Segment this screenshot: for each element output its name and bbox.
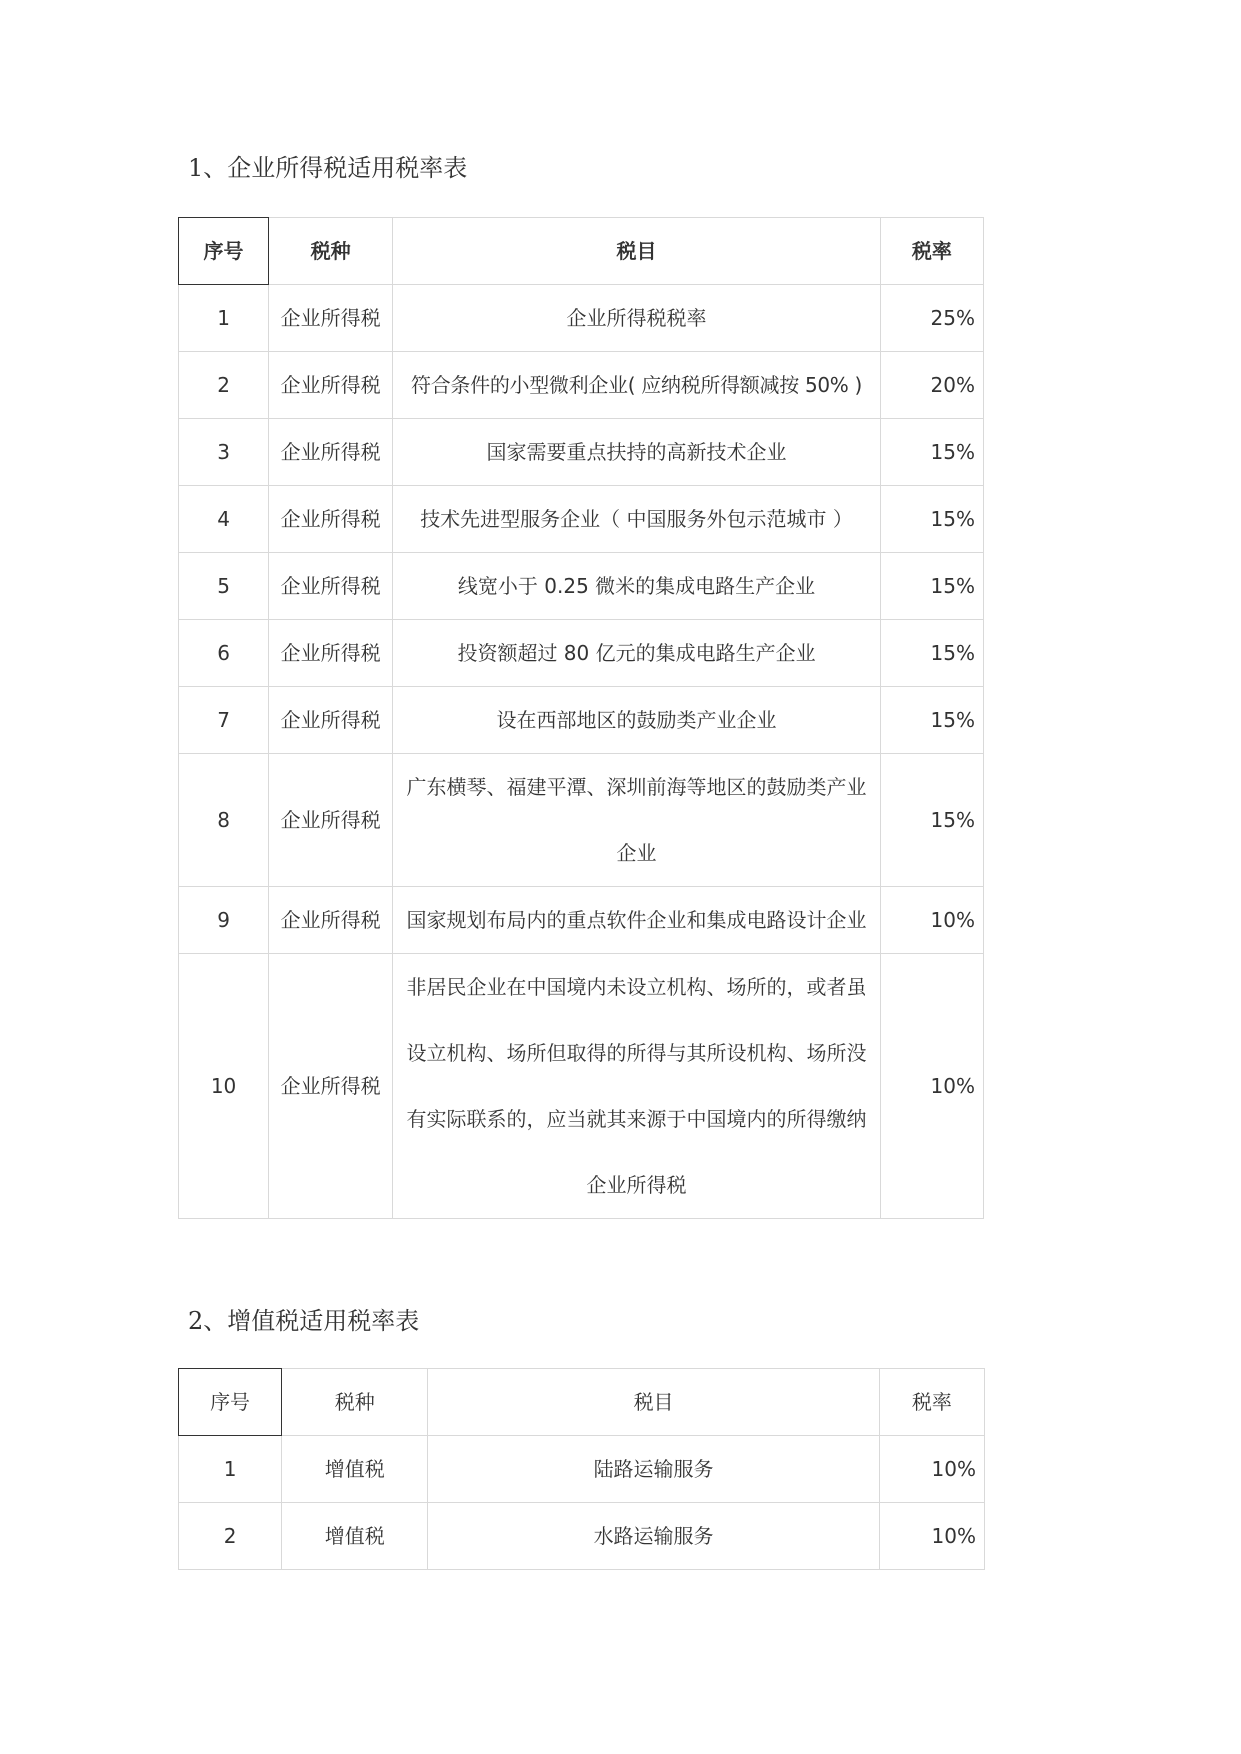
table-row: [179, 486, 984, 553]
header-type: 税种: [269, 218, 393, 285]
row-item: 设在西部地区的鼓励类产业企业: [393, 687, 881, 754]
section2-title: 2、增值税适用税率表: [188, 1307, 420, 1335]
row-type: 企业所得税: [269, 754, 393, 887]
header-rate: 税率: [879, 1369, 984, 1436]
row-rate: 10%: [880, 887, 983, 954]
row-type: 企业所得税: [269, 285, 393, 352]
header-no: 序号: [179, 218, 269, 285]
row-rate: 10%: [880, 954, 983, 1219]
row-type: 增值税: [282, 1503, 428, 1570]
table-row: [179, 1503, 985, 1570]
row-rate: 10%: [879, 1503, 984, 1570]
header-type: 税种: [282, 1369, 428, 1436]
row-item: 线宽小于 0.25 微米的集成电路生产企业: [393, 553, 881, 620]
row-type: 企业所得税: [269, 954, 393, 1219]
row-no: 1: [179, 1436, 282, 1503]
table-row: [179, 954, 984, 1219]
row-no: 8: [179, 754, 269, 887]
row-rate: 15%: [880, 419, 983, 486]
header-item: 税目: [428, 1369, 880, 1436]
table-header-row: [179, 1369, 985, 1436]
row-type: 增值税: [282, 1436, 428, 1503]
row-item: 企业所得税税率: [393, 285, 881, 352]
table-row: [179, 1436, 985, 1503]
row-item: 非居民企业在中国境内未设立机构、场所的，或者虽设立机构、场所但取得的所得与其所设机构、场所没有实际联系的，应当就其来源于中国境内的所得缴纳企业所得税: [393, 954, 881, 1219]
row-no: 2: [179, 352, 269, 419]
row-rate: 15%: [880, 754, 983, 887]
table-header-row: [179, 218, 984, 285]
row-no: 10: [179, 954, 269, 1219]
row-type: 企业所得税: [269, 887, 393, 954]
header-item: 税目: [393, 218, 881, 285]
table-row: [179, 887, 984, 954]
row-type: 企业所得税: [269, 620, 393, 687]
row-type: 企业所得税: [269, 352, 393, 419]
row-rate: 15%: [880, 687, 983, 754]
row-no: 7: [179, 687, 269, 754]
row-rate: 20%: [880, 352, 983, 419]
section1-title: 1、企业所得税适用税率表: [188, 154, 468, 182]
table-row: [179, 620, 984, 687]
row-no: 5: [179, 553, 269, 620]
row-type: 企业所得税: [269, 687, 393, 754]
row-rate: 10%: [879, 1436, 984, 1503]
header-no: 序号: [179, 1369, 282, 1436]
table-row: [179, 553, 984, 620]
table-row: [179, 419, 984, 486]
row-rate: 15%: [880, 553, 983, 620]
corporate-income-tax-table: [178, 217, 984, 1219]
row-no: 9: [179, 887, 269, 954]
row-item: 陆路运输服务: [428, 1436, 880, 1503]
row-no: 2: [179, 1503, 282, 1570]
row-item: 广东横琴、福建平潭、深圳前海等地区的鼓励类产业企业: [393, 754, 881, 887]
row-type: 企业所得税: [269, 553, 393, 620]
row-no: 4: [179, 486, 269, 553]
row-rate: 25%: [880, 285, 983, 352]
row-item: 投资额超过 80 亿元的集成电路生产企业: [393, 620, 881, 687]
vat-rate-table: [178, 1368, 985, 1570]
table-row: [179, 687, 984, 754]
row-no: 1: [179, 285, 269, 352]
row-no: 3: [179, 419, 269, 486]
header-rate: 税率: [880, 218, 983, 285]
row-item: 国家需要重点扶持的高新技术企业: [393, 419, 881, 486]
row-no: 6: [179, 620, 269, 687]
row-item: 国家规划布局内的重点软件企业和集成电路设计企业: [393, 887, 881, 954]
row-rate: 15%: [880, 486, 983, 553]
row-item: 技术先进型服务企业（ 中国服务外包示范城市 ）: [393, 486, 881, 553]
row-item: 符合条件的小型微利企业( 应纳税所得额减按 50% ): [393, 352, 881, 419]
table-row: [179, 352, 984, 419]
table-row: [179, 285, 984, 352]
row-type: 企业所得税: [269, 419, 393, 486]
row-type: 企业所得税: [269, 486, 393, 553]
table-row: [179, 754, 984, 887]
row-rate: 15%: [880, 620, 983, 687]
row-item: 水路运输服务: [428, 1503, 880, 1570]
